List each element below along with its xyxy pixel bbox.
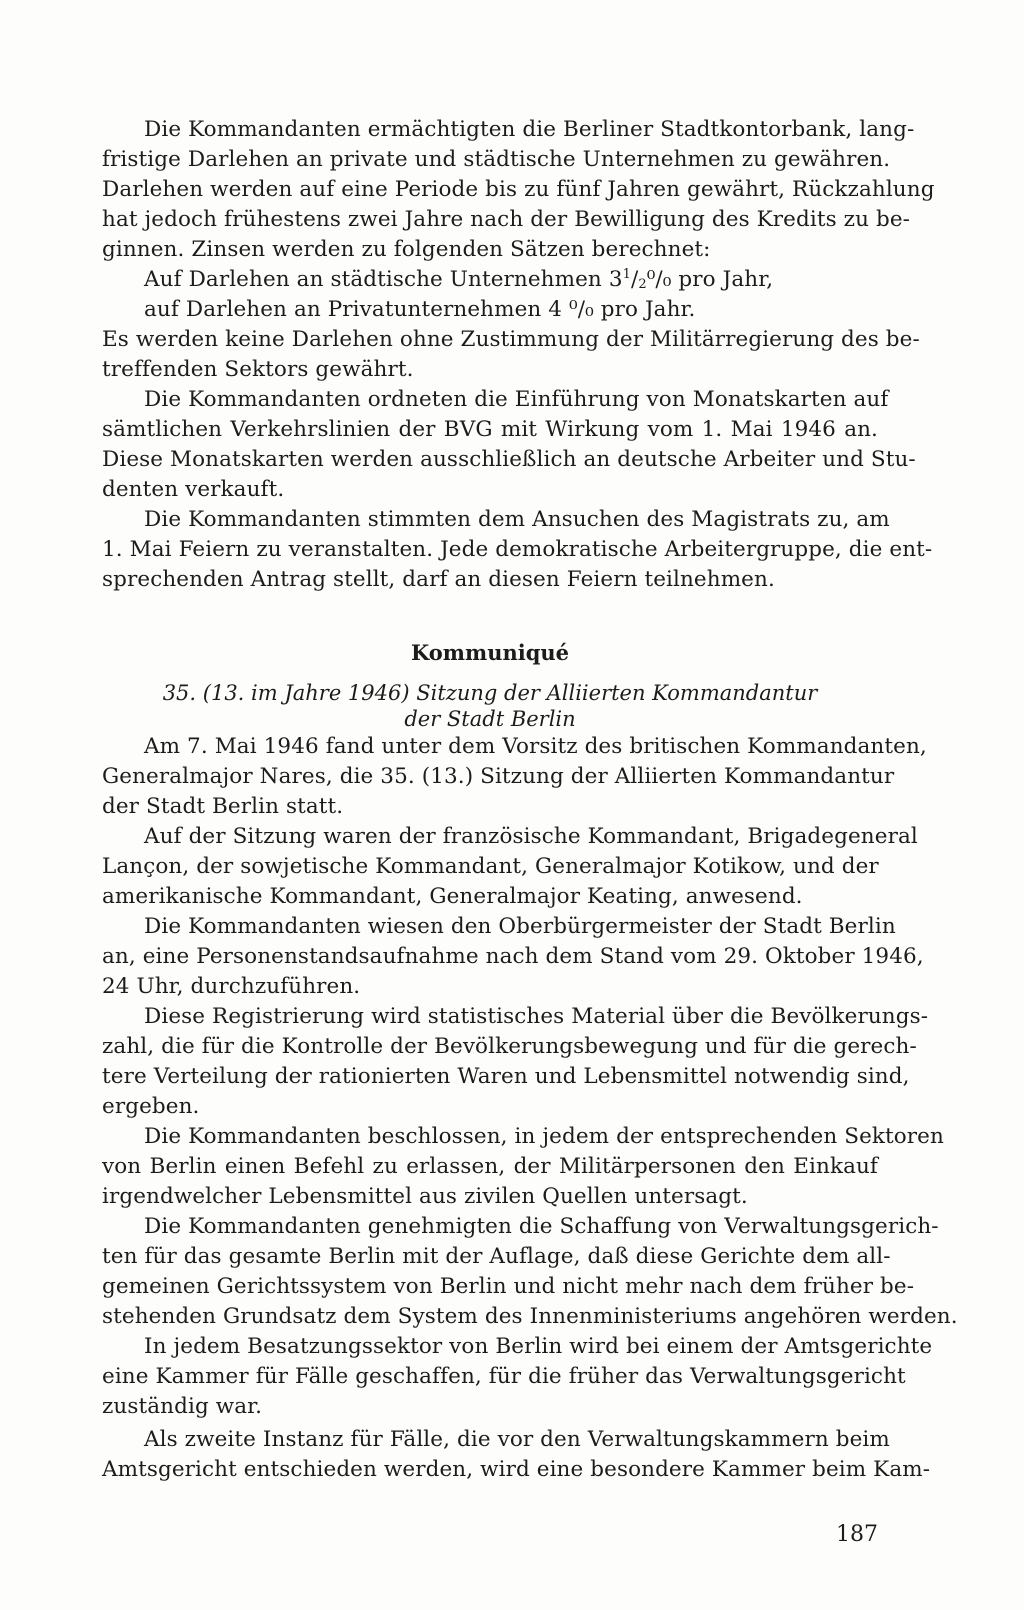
text-line: Die Kommandanten ermächtigten die Berliner Stadtkontorbank, lang- [144,117,915,142]
text-line: treffenden Sektors gewährt. [102,357,414,382]
section-heading: Kommuniqué [410,640,570,665]
interest-rate-line: auf Darlehen an Privatunternehmen 4 ⁰/₀ pro Jahr. [144,297,696,322]
text-line: Die Kommandanten genehmigten die Schaffung von Verwaltungsgerich- [144,1214,939,1239]
text-line: eine Kammer für Fälle geschaffen, für die früher das Verwaltungsgericht [102,1364,906,1389]
text-line: ginnen. Zinsen werden zu folgenden Sätzen berechnet: [102,237,711,262]
fraction-denominator: 2 [638,277,647,292]
text-line: ten für das gesamte Berlin mit der Auflage, daß diese Gerichte dem all- [102,1244,891,1269]
text-line: Die Kommandanten wiesen den Oberbürgermeister der Stadt Berlin [144,914,896,939]
section-subtitle: 35. (13. im Jahre 1946) Sitzung der Alliierten Kommandantur [162,681,818,705]
text-line: In jedem Besatzungssektor von Berlin wird bei einem der Amtsgerichte [144,1334,933,1359]
text-line: gemeinen Gerichtssystem von Berlin und nicht mehr nach dem früher be- [102,1274,915,1299]
text-line: Lançon, der sowjetische Kommandant, Generalmajor Kotikow, und der [102,854,879,879]
fraction-slash: / [630,267,639,292]
fraction-numerator: 1 [622,267,631,282]
text-line: amerikanische Kommandant, Generalmajor Keating, anwesend. [102,884,803,909]
text-line: denten verkauft. [102,477,285,502]
text-line: Diese Registrierung wird statistisches Material über die Bevölkerungs- [144,1004,929,1029]
text-line: Es werden keine Darlehen ohne Zustimmung der Militärregierung des be- [102,327,920,352]
text-line: an, eine Personenstandsaufnahme nach dem Stand vom 29. Oktober 1946, [102,944,924,969]
text-line: tere Verteilung der rationierten Waren und Lebensmittel notwendig sind, [102,1064,910,1089]
text-line: Amtsgericht entschieden werden, wird eine besondere Kammer beim Kam- [102,1457,931,1482]
text-line: sprechenden Antrag stellt, darf an diesen Feiern teilnehmen. [102,567,775,592]
text-line: Am 7. Mai 1946 fand unter dem Vorsitz des britischen Kommandanten, [144,734,927,759]
text-line: hat jedoch frühestens zwei Jahre nach der Bewilligung des Kredits zu be- [102,207,911,232]
text-line: Diese Monatskarten werden ausschließlich an deutsche Arbeiter und Stu- [102,447,916,472]
interest-rate-line [144,265,773,295]
interest-rate-text: Auf Darlehen an städtische Unternehmen 3 [144,267,623,292]
text-line: fristige Darlehen an private und städtische Unternehmen zu gewähren. [102,147,891,172]
text-line: zahl, die für die Kontrolle der Bevölkerungsbewegung und für die gerech- [102,1034,917,1059]
text-line: 1. Mai Feiern zu veranstalten. Jede demokratische Arbeitergruppe, die ent- [102,537,933,562]
text-line: von Berlin einen Befehl zu erlassen, der Militärpersonen den Einkauf [102,1154,878,1179]
text-line: stehenden Grundsatz dem System des Innenministeriums angehören werden. [102,1304,958,1329]
text-line: zuständig war. [102,1394,263,1419]
text-line: Generalmajor Nares, die 35. (13.) Sitzung der Alliierten Kommandantur [102,764,895,789]
page-number: 187 [836,1522,878,1547]
text-line: der Stadt Berlin statt. [102,794,344,819]
text-line: ergeben. [102,1094,200,1119]
text-line: Als zweite Instanz für Fälle, die vor den Verwaltungskammern beim [144,1427,890,1452]
text-line: Auf der Sitzung waren der französische Kommandant, Brigadegeneral [144,824,918,849]
text-line: Die Kommandanten stimmten dem Ansuchen des Magistrats zu, am [144,507,890,532]
text-line: Die Kommandanten beschlossen, in jedem der entsprechenden Sektoren [144,1124,944,1149]
text-line: irgendwelcher Lebensmittel aus zivilen Quellen untersagt. [102,1184,748,1209]
text-line: sämtlichen Verkehrslinien der BVG mit Wirkung vom 1. Mai 1946 an. [102,417,878,442]
interest-rate-suffix: ⁰/₀ pro Jahr, [646,267,774,292]
text-line: Die Kommandanten ordneten die Einführung von Monatskarten auf [144,387,889,412]
text-line: Darlehen werden auf eine Periode bis zu fünf Jahren gewährt, Rückzahlung [102,177,935,202]
section-subtitle: der Stadt Berlin [404,707,576,731]
text-line: 24 Uhr, durchzuführen. [102,974,361,999]
